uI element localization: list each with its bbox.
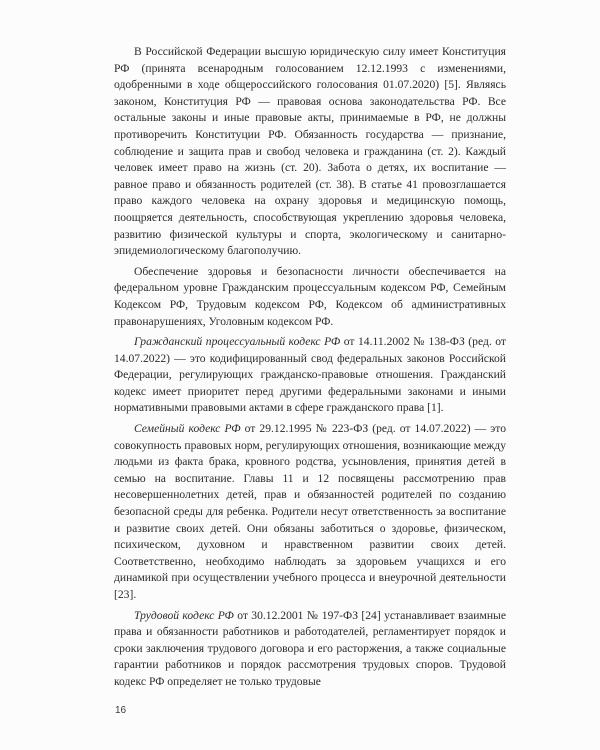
- paragraph-labor-code: [114, 608, 506, 691]
- paragraph-text: В Российской Федерации высшую юридическую силу имеет Конституция РФ (принята всенародным голосованием 12.12.1993 с изменениями, одобренными в ходе общероссийского голосования 01.07.2020) [5]. Являясь законом, Конституция РФ — правовая основа законодательства РФ. Все остальные законы и иные правовые акты, принимаемые в РФ, не должны противоречить Конституции РФ. Обязанность государства — признание, соблюдение и защита прав и свобод человека и гражданина (ст. 2). Каждый человек имеет право на жизнь (ст. 20). Забота о детях, их воспитание — равное право и обязанность родителей (ст. 38). В статье 41 провозглашается право каждого человека на охрану здоровья и медицинскую помощь, поощряется деятельность, способствующая укреплению здоровья человека, развитию физической культуры и спорта, экологическому и санитарно-эпидемиологическому благополучию.: [114, 45, 506, 258]
- paragraph-text: от 14.11.2002 № 138-ФЗ (ред. от 14.07.2022) — это кодифицированный свод федеральных законов Российской Федерации, регулирующих гражданско-правовые отношения. Гражданский кодекс имеет приоритет перед другими федеральными законами и иными нормативными правовыми актами в сфере гражданского права [1].: [114, 335, 506, 415]
- paragraph-text: от 29.12.1995 № 223-ФЗ (ред. от 14.07.2022) — это совокупность правовых норм, регулирующих отношения, возникающие между людьми из факта брака, кровного родства, усыновления, принятия детей в семью на воспитание. Главы 11 и 12 посвящены рассмотрению прав несовершеннолетних детей, прав и обязанностей родителей по созданию безопасной среды для ребенка. Родители несут ответственность за воспитание и развитие своих детей. Они обязаны заботиться о здоровье, физическом, психическом, духовном и нравственном развитии своих детей. Соответственно, необходимо наблюдать за здоровьем учащихся и его динамикой при осуществлении учебного процесса и внеурочной деятельности [23].: [114, 422, 506, 601]
- paragraph-constitution: [114, 44, 506, 260]
- page-number: 16: [115, 705, 127, 716]
- paragraph-text: Обеспечение здоровья и безопасности личности обеспечивается на федеральном уровне Гражданским процессуальным кодексом РФ, Семейным Кодексом РФ, Трудовым кодексом РФ, Кодексом об административных правонарушениях, Уголовным кодексом РФ.: [114, 264, 506, 328]
- paragraph-lead: Трудовой кодекс РФ: [134, 608, 234, 622]
- paragraph-lead: Семейный кодекс РФ: [134, 422, 241, 436]
- body-text: [114, 44, 506, 691]
- paragraph-civil-procedure-code: [114, 334, 506, 417]
- paragraph-family-code: [114, 421, 506, 604]
- paragraph-lead: Гражданский процессуальный кодекс РФ: [134, 335, 341, 349]
- paragraph-federal-codes: [114, 264, 506, 330]
- paragraph-text: от 30.12.2001 № 197-ФЗ [24] устанавливает взаимные права и обязанности работников и работодателей, регламентирует порядок и сроки заключения трудового договора и его расторжения, а также социальные гарантии работников и порядок рассмотрения трудовых споров. Трудовой кодекс РФ определяет не только трудовые: [114, 608, 506, 688]
